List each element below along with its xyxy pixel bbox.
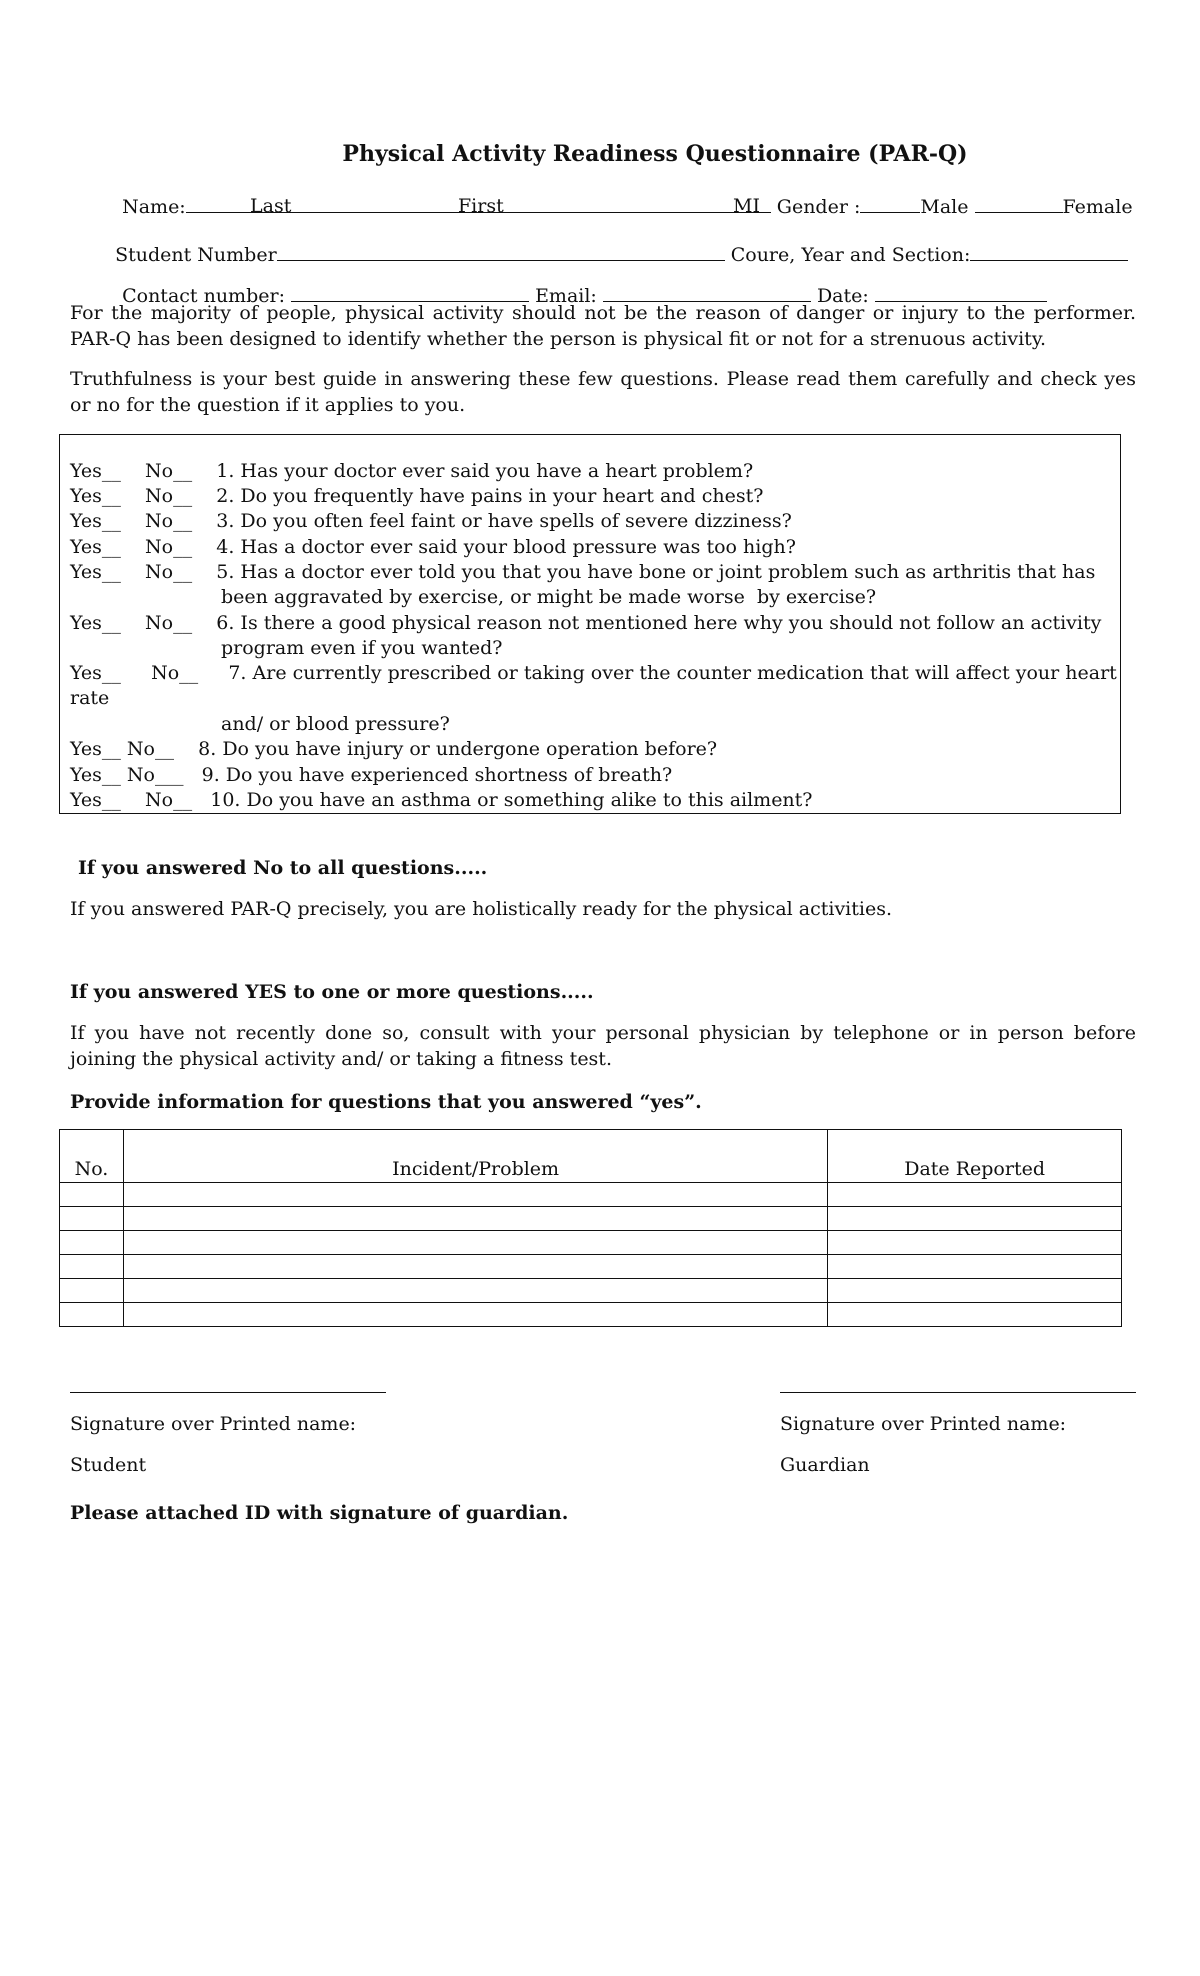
cell-incident[interactable] bbox=[123, 1207, 827, 1231]
student-signature-label: Signature over Printed name: bbox=[70, 1413, 357, 1435]
question-line[interactable]: Yes__ No__ 8. Do you have injury or undergone operation before? bbox=[70, 738, 718, 760]
cell-date[interactable] bbox=[828, 1207, 1122, 1231]
question-line[interactable]: Yes__ No___ 9. Do you have experienced shortness of breath? bbox=[70, 764, 673, 786]
attach-id-note: Please attached ID with signature of guardian. bbox=[70, 1502, 569, 1524]
cell-no[interactable] bbox=[60, 1255, 124, 1279]
no-answers-heading: If you answered No to all questions..... bbox=[78, 857, 488, 879]
question-line[interactable]: Yes__ No__ 6. Is there a good physical reason not mentioned here why you should not follow an activity bbox=[70, 612, 1102, 634]
name-part-first: First bbox=[458, 195, 504, 217]
table-row bbox=[60, 1207, 1122, 1231]
cell-date[interactable] bbox=[828, 1279, 1122, 1303]
cell-date[interactable] bbox=[828, 1255, 1122, 1279]
yes-answers-text: If you have not recently done so, consult with your personal physician by telephone or in person before joining the physical activity and/ or taking a fitness test. bbox=[70, 1022, 1136, 1070]
guardian-signature-label: Signature over Printed name: bbox=[780, 1413, 1067, 1435]
email-label: Email: bbox=[535, 285, 597, 307]
table-row bbox=[60, 1303, 1122, 1327]
table-header-row bbox=[60, 1130, 1122, 1183]
intro-paragraph-1: For the majority of people, physical activity should not be the reason of danger or injury to the performer. PAR-Q has been designed to identify whether the person is physical fit or not for a strenuous activity. bbox=[70, 302, 1136, 350]
student-number-label: Student Number bbox=[115, 244, 277, 266]
gender-label: Gender : bbox=[776, 196, 861, 218]
student-role: Student bbox=[70, 1454, 147, 1476]
question-line[interactable]: Yes__ No__ 7. Are currently prescribed or taking over the counter medication that will affect your heart bbox=[70, 662, 1117, 684]
male-label: Male bbox=[920, 196, 969, 218]
male-blank[interactable] bbox=[860, 194, 920, 213]
header-date-reported: Date Reported bbox=[828, 1130, 1122, 1183]
question-line[interactable]: Yes__ No__ 5. Has a doctor ever told you that you have bone or joint problem such as arthritis that has bbox=[70, 561, 1096, 583]
cell-no[interactable] bbox=[60, 1231, 124, 1255]
header-incident: Incident/Problem bbox=[123, 1130, 827, 1183]
name-label: Name: bbox=[122, 196, 186, 218]
question-line[interactable]: Yes__ No__ 2. Do you frequently have pains in your heart and chest? bbox=[70, 485, 764, 507]
cell-no[interactable] bbox=[60, 1207, 124, 1231]
guardian-role: Guardian bbox=[780, 1454, 870, 1476]
question-line-continued: rate bbox=[70, 687, 110, 709]
table-row bbox=[60, 1183, 1122, 1207]
provide-info-heading: Provide information for questions that you answered “yes”. bbox=[70, 1091, 702, 1113]
table-row bbox=[60, 1231, 1122, 1255]
cell-incident[interactable] bbox=[123, 1231, 827, 1255]
female-label: Female bbox=[1062, 196, 1133, 218]
cell-date[interactable] bbox=[828, 1183, 1122, 1207]
cell-incident[interactable] bbox=[123, 1303, 827, 1327]
yes-answers-heading: If you answered YES to one or more questions..... bbox=[70, 981, 594, 1003]
name-part-last: Last bbox=[250, 195, 292, 217]
cell-no[interactable] bbox=[60, 1183, 124, 1207]
date-label: Date: bbox=[816, 285, 869, 307]
question-line-continued: program even if you wanted? bbox=[70, 637, 503, 659]
cell-date[interactable] bbox=[828, 1303, 1122, 1327]
question-line-continued: and/ or blood pressure? bbox=[70, 713, 450, 735]
guardian-signature-line[interactable] bbox=[780, 1392, 1136, 1393]
no-answers-text: If you answered PAR-Q precisely, you are holistically ready for the physical activities. bbox=[70, 898, 893, 920]
intro-paragraph-2: Truthfulness is your best guide in answering these few questions. Please read them carefully and check yes or no for the question if it applies to you. bbox=[70, 368, 1136, 416]
question-line[interactable]: Yes__ No__ 4. Has a doctor ever said your blood pressure was too high? bbox=[70, 536, 796, 558]
question-line[interactable]: Yes__ No__ 1. Has your doctor ever said you have a heart problem? bbox=[70, 460, 754, 482]
cell-no[interactable] bbox=[60, 1303, 124, 1327]
question-line[interactable]: Yes__ No__ 10. Do you have an asthma or something alike to this ailment? bbox=[70, 789, 813, 811]
cell-no[interactable] bbox=[60, 1279, 124, 1303]
cell-incident[interactable] bbox=[123, 1255, 827, 1279]
name-part-mi: MI bbox=[733, 195, 760, 217]
incident-table bbox=[59, 1129, 1122, 1327]
question-line[interactable]: Yes__ No__ 3. Do you often feel faint or have spells of severe dizziness? bbox=[70, 510, 792, 532]
course-label: Coure, Year and Section: bbox=[730, 244, 971, 266]
table-row bbox=[60, 1279, 1122, 1303]
contact-label: Contact number: bbox=[122, 285, 285, 307]
header-no: No. bbox=[60, 1130, 124, 1183]
question-line-continued: been aggravated by exercise, or might be made worse by exercise? bbox=[70, 586, 877, 608]
student-signature-line[interactable] bbox=[70, 1392, 386, 1393]
female-blank[interactable] bbox=[975, 194, 1063, 213]
cell-incident[interactable] bbox=[123, 1279, 827, 1303]
form-title: Physical Activity Readiness Questionnaire (PAR-Q) bbox=[342, 141, 968, 167]
cell-date[interactable] bbox=[828, 1231, 1122, 1255]
table-row bbox=[60, 1255, 1122, 1279]
cell-incident[interactable] bbox=[123, 1183, 827, 1207]
